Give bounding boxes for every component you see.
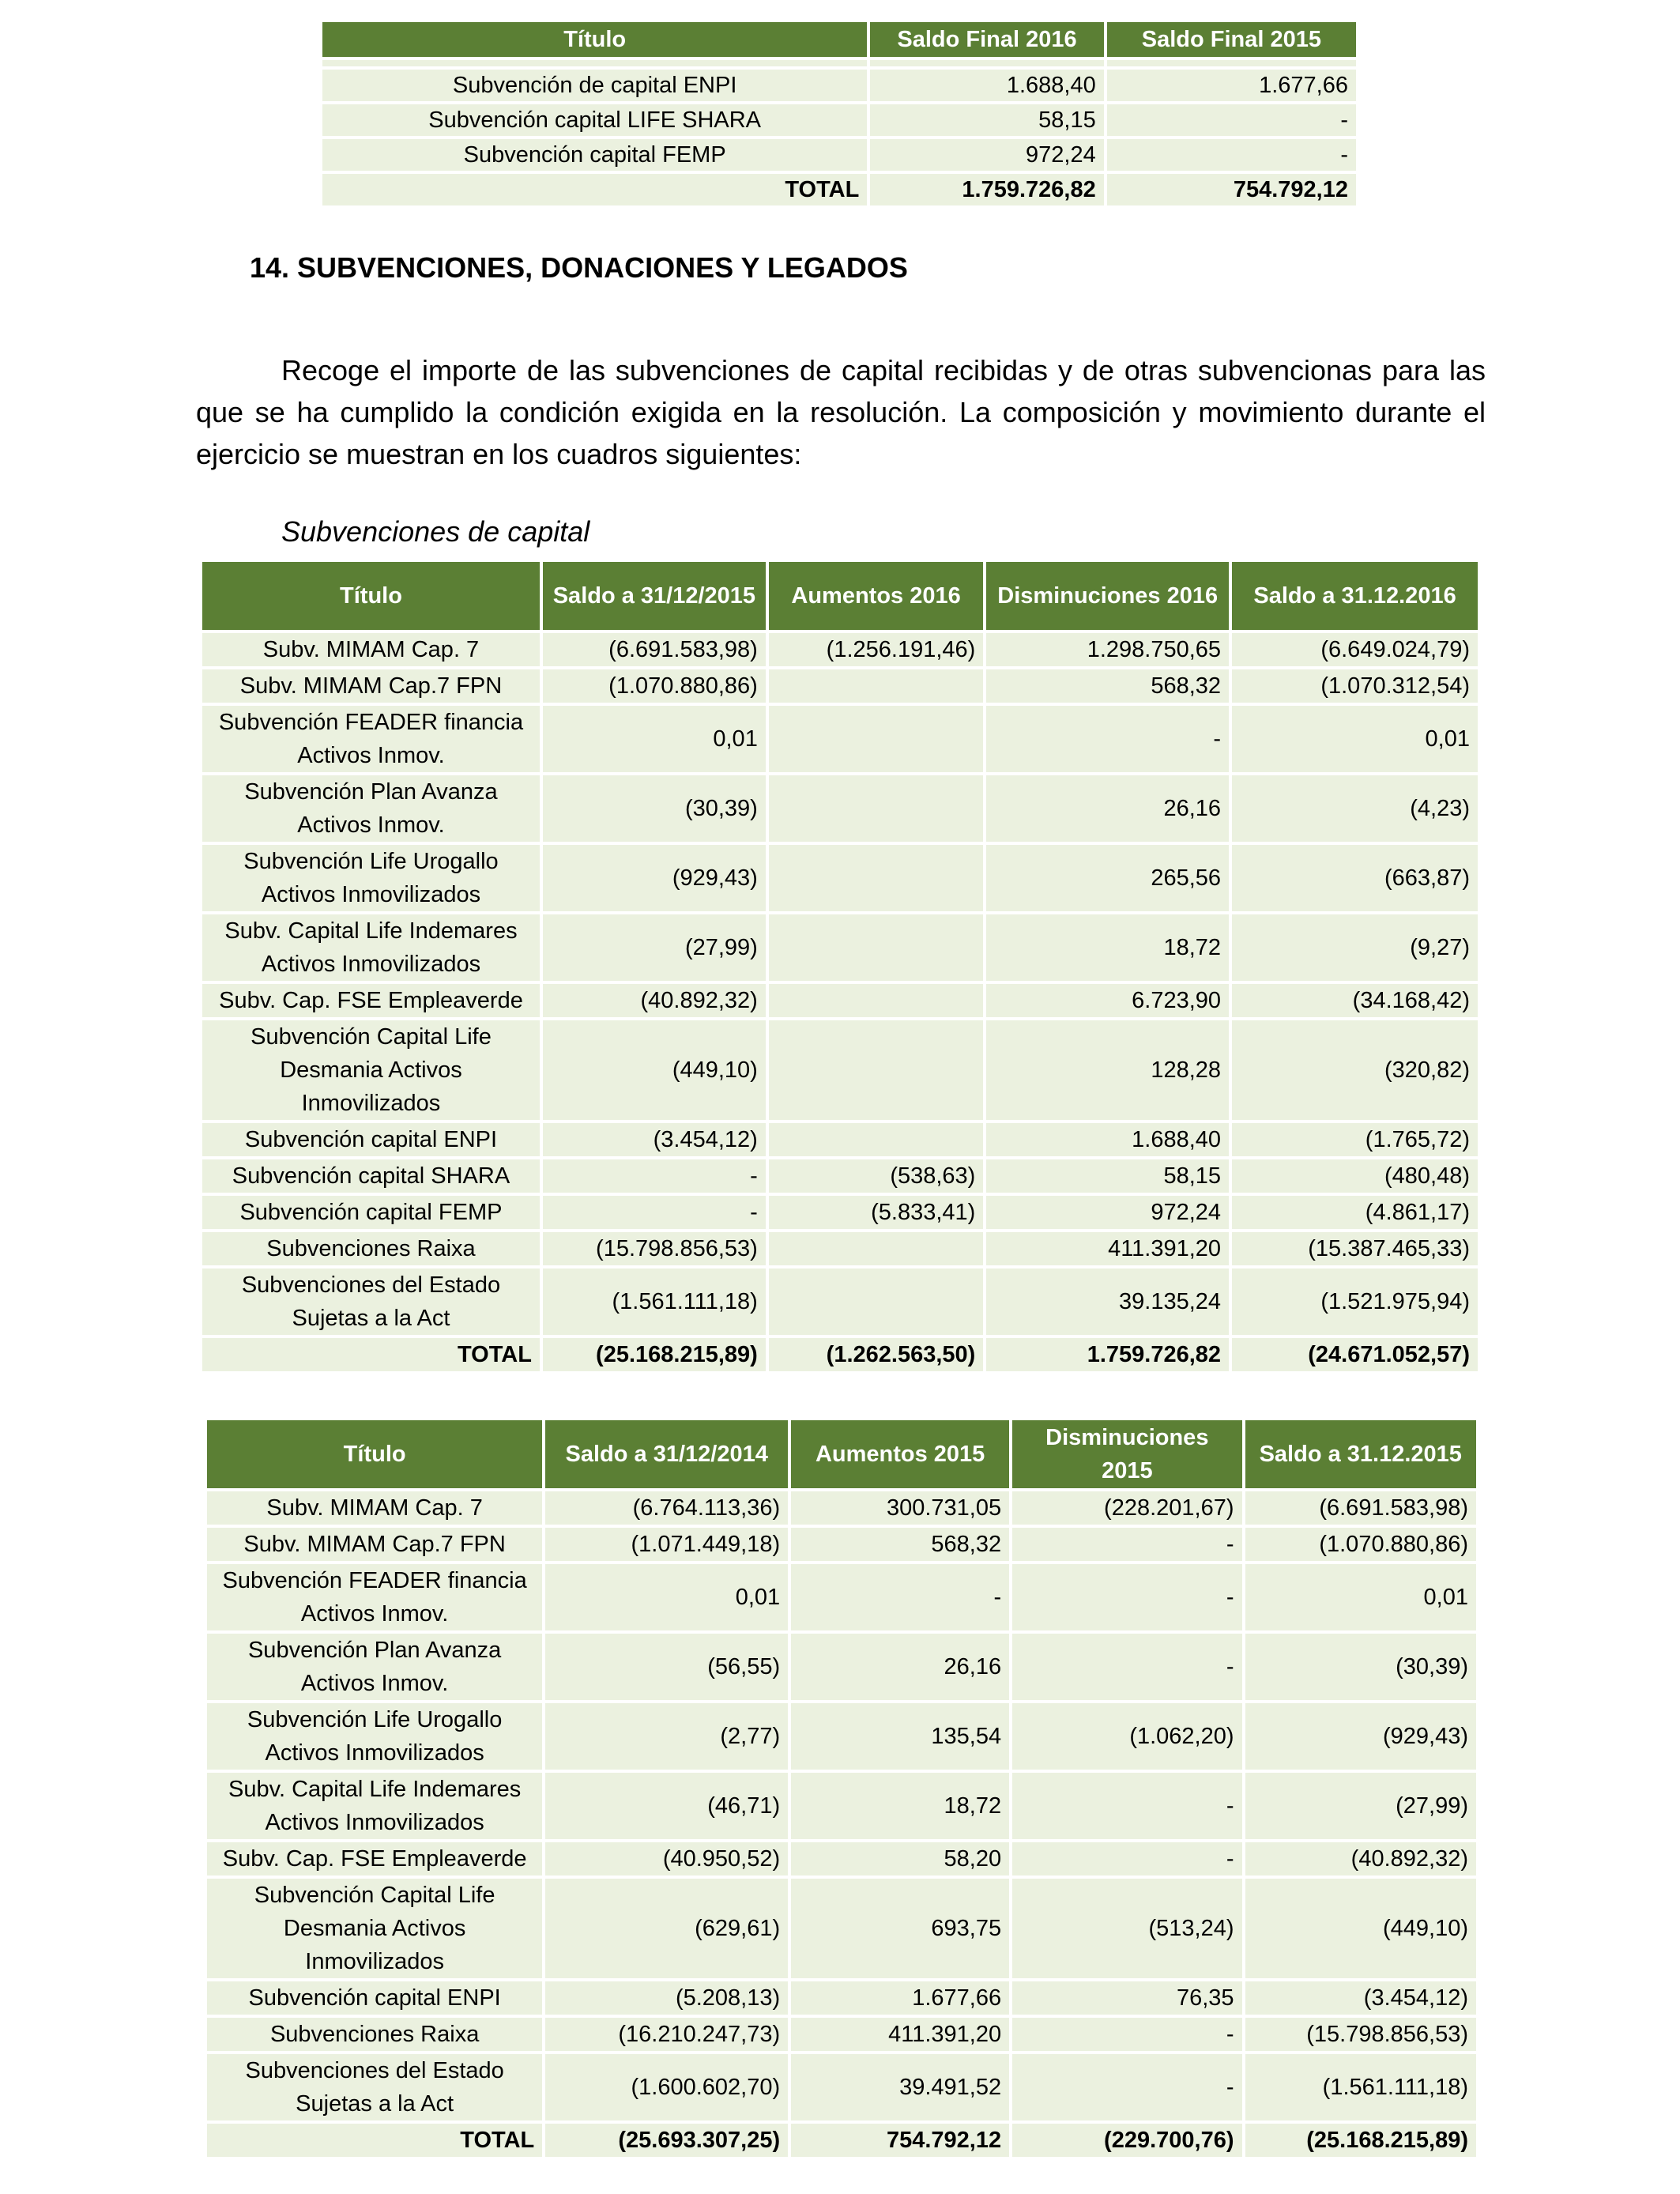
table-row xyxy=(207,2018,1476,2051)
cell-value: (1.070.312,54) xyxy=(1232,669,1478,703)
cell-value: 693,75 xyxy=(791,1879,1009,1978)
cell-value: 1.677,66 xyxy=(791,1981,1009,2015)
cell-value: (5.833,41) xyxy=(769,1196,984,1229)
cell-value: 411.391,20 xyxy=(986,1232,1229,1265)
row-title: Subvención capital FEMP xyxy=(202,1196,540,1229)
header-titulo: Título xyxy=(322,22,867,57)
row-title: Subvenciones del Estado Sujetas a la Act xyxy=(207,2054,542,2120)
cell-value: (6.764.113,36) xyxy=(545,1491,788,1525)
table-row xyxy=(207,1491,1476,1525)
table-row xyxy=(322,104,1356,136)
row-title: Subvención capital FEMP xyxy=(322,139,867,171)
total-value: (229.700,76) xyxy=(1012,2124,1241,2157)
row-title: Subvención capital LIFE SHARA xyxy=(322,104,867,136)
table-row xyxy=(202,633,1478,666)
cell-value: - xyxy=(1012,1528,1241,1561)
cell-value: (2,77) xyxy=(545,1703,788,1770)
cell-value: (1.765,72) xyxy=(1232,1123,1478,1156)
cell-value: 972,24 xyxy=(870,139,1103,171)
cell-value: - xyxy=(791,1564,1009,1630)
cell-value: (9,27) xyxy=(1232,914,1478,981)
cell-value: 568,32 xyxy=(986,669,1229,703)
row-title: Subvención Capital Life Desmania Activos Inmovilizados xyxy=(202,1020,540,1120)
table-row xyxy=(207,2054,1476,2120)
cell-value: 39.491,52 xyxy=(791,2054,1009,2120)
section-heading: 14. SUBVENCIONES, DONACIONES Y LEGADOS xyxy=(250,251,908,284)
cell-value: 18,72 xyxy=(986,914,1229,981)
table-row xyxy=(207,1842,1476,1875)
row-title: Subv. Capital Life Indemares Activos Inmovilizados xyxy=(202,914,540,981)
header-saldo-final-2015: Saldo Final 2015 xyxy=(1107,22,1356,57)
cell-value: 300.731,05 xyxy=(791,1491,1009,1525)
cell-value: (449,10) xyxy=(1245,1879,1476,1978)
cell-value: 1.298.750,65 xyxy=(986,633,1229,666)
cell-value: (16.210.247,73) xyxy=(545,2018,788,2051)
cell-value: 411.391,20 xyxy=(791,2018,1009,2051)
cell-value xyxy=(769,669,984,703)
cell-value: (538,63) xyxy=(769,1159,984,1193)
subsection-title: Subvenciones de capital xyxy=(281,515,590,548)
cell-value xyxy=(769,775,984,842)
row-title: Subv. MIMAM Cap. 7 xyxy=(202,633,540,666)
total-label: TOTAL xyxy=(207,2124,542,2157)
cell-value: (929,43) xyxy=(543,845,766,911)
row-title: Subvención FEADER financia Activos Inmov. xyxy=(207,1564,542,1630)
cell-value: 1.688,40 xyxy=(986,1123,1229,1156)
cell-value: 265,56 xyxy=(986,845,1229,911)
cell-value xyxy=(769,984,984,1017)
header-disminuciones: Disminuciones 2015 xyxy=(1012,1420,1241,1488)
cell-value: 58,15 xyxy=(870,104,1103,136)
cell-value: - xyxy=(543,1159,766,1193)
cell-value: (1.070.880,86) xyxy=(543,669,766,703)
table-row xyxy=(202,706,1478,772)
cell-value: (1.561.111,18) xyxy=(1245,2054,1476,2120)
cell-value: 972,24 xyxy=(986,1196,1229,1229)
total-value: 1.759.726,82 xyxy=(986,1338,1229,1371)
cell-value: (629,61) xyxy=(545,1879,788,1978)
row-title: Subvención Life Urogallo Activos Inmovilizados xyxy=(202,845,540,911)
cell-value: (40.892,32) xyxy=(1245,1842,1476,1875)
total-value: 754.792,12 xyxy=(1107,174,1356,205)
cell-value: (4.861,17) xyxy=(1232,1196,1478,1229)
row-title: Subvención de capital ENPI xyxy=(322,70,867,101)
cell-value: (1.600.602,70) xyxy=(545,2054,788,2120)
total-label: TOTAL xyxy=(202,1338,540,1371)
cell-value: 128,28 xyxy=(986,1020,1229,1120)
total-label: TOTAL xyxy=(322,174,867,205)
cell-value: 18,72 xyxy=(791,1773,1009,1839)
table-row xyxy=(202,984,1478,1017)
cell-value: (27,99) xyxy=(543,914,766,981)
separator-row xyxy=(322,60,1356,66)
table-row xyxy=(207,1634,1476,1700)
cell-value: (46,71) xyxy=(545,1773,788,1839)
table-row xyxy=(207,1703,1476,1770)
table-row xyxy=(202,845,1478,911)
total-value: (25.168.215,89) xyxy=(543,1338,766,1371)
cell-value: - xyxy=(543,1196,766,1229)
header-saldo-final-2016: Saldo Final 2016 xyxy=(870,22,1103,57)
header-saldo-inicial: Saldo a 31/12/2014 xyxy=(545,1420,788,1488)
table-row xyxy=(202,1159,1478,1193)
header-titulo: Título xyxy=(207,1420,542,1488)
cell-value: - xyxy=(1107,104,1356,136)
cell-value xyxy=(769,1232,984,1265)
cell-value: (40.892,32) xyxy=(543,984,766,1017)
cell-value: (56,55) xyxy=(545,1634,788,1700)
cell-value xyxy=(769,706,984,772)
cell-value: - xyxy=(1012,1842,1241,1875)
total-value: (25.168.215,89) xyxy=(1245,2124,1476,2157)
cell-value: 0,01 xyxy=(1245,1564,1476,1630)
row-title: Subvención capital ENPI xyxy=(207,1981,542,2015)
header-titulo: Título xyxy=(202,562,540,630)
cell-value: (513,24) xyxy=(1012,1879,1241,1978)
cell-value: 0,01 xyxy=(1232,706,1478,772)
row-title: Subvención Life Urogallo Activos Inmovilizados xyxy=(207,1703,542,1770)
cell-value: (449,10) xyxy=(543,1020,766,1120)
cell-value xyxy=(769,1020,984,1120)
row-title: Subvenciones Raixa xyxy=(207,2018,542,2051)
row-title: Subvención FEADER financia Activos Inmov. xyxy=(202,706,540,772)
total-value: 1.759.726,82 xyxy=(870,174,1103,205)
total-value: (25.693.307,25) xyxy=(545,2124,788,2157)
cell-value: (480,48) xyxy=(1232,1159,1478,1193)
cell-value: (30,39) xyxy=(1245,1634,1476,1700)
cell-value: (30,39) xyxy=(543,775,766,842)
cell-value: (15.387.465,33) xyxy=(1232,1232,1478,1265)
table-row xyxy=(322,139,1356,171)
cell-value xyxy=(769,914,984,981)
cell-value: 135,54 xyxy=(791,1703,1009,1770)
cell-value: (1.256.191,46) xyxy=(769,633,984,666)
total-value: 754.792,12 xyxy=(791,2124,1009,2157)
cell-value: (1.070.880,86) xyxy=(1245,1528,1476,1561)
table-header-row xyxy=(202,562,1478,630)
cell-value: 26,16 xyxy=(986,775,1229,842)
row-title: Subvención capital SHARA xyxy=(202,1159,540,1193)
cell-value: (1.062,20) xyxy=(1012,1703,1241,1770)
cell-value: 0,01 xyxy=(543,706,766,772)
table-subvenciones-2016 xyxy=(199,559,1481,1374)
table-row xyxy=(202,1232,1478,1265)
row-title: Subv. MIMAM Cap. 7 xyxy=(207,1491,542,1525)
table-row xyxy=(202,1269,1478,1335)
total-value: (24.671.052,57) xyxy=(1232,1338,1478,1371)
cell-value: (1.561.111,18) xyxy=(543,1269,766,1335)
row-title: Subvención capital ENPI xyxy=(202,1123,540,1156)
total-row xyxy=(202,1338,1478,1371)
row-title: Subvención Plan Avanza Activos Inmov. xyxy=(202,775,540,842)
cell-value: (320,82) xyxy=(1232,1020,1478,1120)
section-paragraph: Recoge el importe de las subvenciones de capital recibidas y de otras subvencionas para las que se ha cumplido la condición exigida en la resolución. La composición y movimiento durante el ejercicio se muestran en los cuadros siguientes: xyxy=(196,354,1486,470)
table-row xyxy=(202,669,1478,703)
header-aumentos: Aumentos 2016 xyxy=(769,562,984,630)
cell-value: (5.208,13) xyxy=(545,1981,788,2015)
table-row xyxy=(207,1773,1476,1839)
row-title: Subvención Plan Avanza Activos Inmov. xyxy=(207,1634,542,1700)
cell-value: (15.798.856,53) xyxy=(543,1232,766,1265)
cell-value: (3.454,12) xyxy=(1245,1981,1476,2015)
cell-value: 58,20 xyxy=(791,1842,1009,1875)
cell-value: 1.688,40 xyxy=(870,70,1103,101)
header-saldo-final: Saldo a 31.12.2016 xyxy=(1232,562,1478,630)
cell-value: (3.454,12) xyxy=(543,1123,766,1156)
cell-value xyxy=(769,1269,984,1335)
table-header-row xyxy=(207,1420,1476,1488)
table-row xyxy=(202,1123,1478,1156)
table-row xyxy=(202,775,1478,842)
header-saldo-final: Saldo a 31.12.2015 xyxy=(1245,1420,1476,1488)
header-disminuciones: Disminuciones 2016 xyxy=(986,562,1229,630)
cell-value: 39.135,24 xyxy=(986,1269,1229,1335)
table-row xyxy=(322,70,1356,101)
total-value: (1.262.563,50) xyxy=(769,1338,984,1371)
table-row xyxy=(207,1981,1476,2015)
cell-value xyxy=(769,1123,984,1156)
table-row xyxy=(202,1020,1478,1120)
cell-value: (1.521.975,94) xyxy=(1232,1269,1478,1335)
cell-value: (15.798.856,53) xyxy=(1245,2018,1476,2051)
table-row xyxy=(207,1528,1476,1561)
row-title: Subv. Cap. FSE Empleaverde xyxy=(207,1842,542,1875)
table-row xyxy=(202,914,1478,981)
total-row xyxy=(207,2124,1476,2157)
header-saldo-inicial: Saldo a 31/12/2015 xyxy=(543,562,766,630)
cell-value: 0,01 xyxy=(545,1564,788,1630)
row-title: Subv. Capital Life Indemares Activos Inmovilizados xyxy=(207,1773,542,1839)
row-title: Subv. MIMAM Cap.7 FPN xyxy=(207,1528,542,1561)
cell-value: - xyxy=(1107,139,1356,171)
cell-value: (34.168,42) xyxy=(1232,984,1478,1017)
table-row xyxy=(207,1564,1476,1630)
cell-value: - xyxy=(986,706,1229,772)
row-title: Subvenciones Raixa xyxy=(202,1232,540,1265)
table-subvenciones-2015 xyxy=(204,1417,1479,2160)
cell-value: 58,15 xyxy=(986,1159,1229,1193)
cell-value: (6.691.583,98) xyxy=(543,633,766,666)
cell-value: (27,99) xyxy=(1245,1773,1476,1839)
cell-value: 26,16 xyxy=(791,1634,1009,1700)
row-title: Subv. Cap. FSE Empleaverde xyxy=(202,984,540,1017)
row-title: Subv. MIMAM Cap.7 FPN xyxy=(202,669,540,703)
cell-value: (40.950,52) xyxy=(545,1842,788,1875)
cell-value: - xyxy=(1012,2054,1241,2120)
table-row xyxy=(207,1879,1476,1978)
total-row xyxy=(322,174,1356,205)
cell-value: 76,35 xyxy=(1012,1981,1241,2015)
cell-value: (1.071.449,18) xyxy=(545,1528,788,1561)
cell-value xyxy=(769,845,984,911)
cell-value: 568,32 xyxy=(791,1528,1009,1561)
table-header-row xyxy=(322,22,1356,57)
header-aumentos: Aumentos 2015 xyxy=(791,1420,1009,1488)
cell-value: - xyxy=(1012,1634,1241,1700)
table-capital-balances xyxy=(319,19,1359,209)
cell-value: - xyxy=(1012,1773,1241,1839)
cell-value: - xyxy=(1012,2018,1241,2051)
row-title: Subvenciones del Estado Sujetas a la Act xyxy=(202,1269,540,1335)
cell-value: 1.677,66 xyxy=(1107,70,1356,101)
cell-value: (228.201,67) xyxy=(1012,1491,1241,1525)
cell-value: - xyxy=(1012,1564,1241,1630)
cell-value: (4,23) xyxy=(1232,775,1478,842)
cell-value: 6.723,90 xyxy=(986,984,1229,1017)
cell-value: (663,87) xyxy=(1232,845,1478,911)
cell-value: (6.691.583,98) xyxy=(1245,1491,1476,1525)
cell-value: (6.649.024,79) xyxy=(1232,633,1478,666)
cell-value: (929,43) xyxy=(1245,1703,1476,1770)
row-title: Subvención Capital Life Desmania Activos Inmovilizados xyxy=(207,1879,542,1978)
table-row xyxy=(202,1196,1478,1229)
